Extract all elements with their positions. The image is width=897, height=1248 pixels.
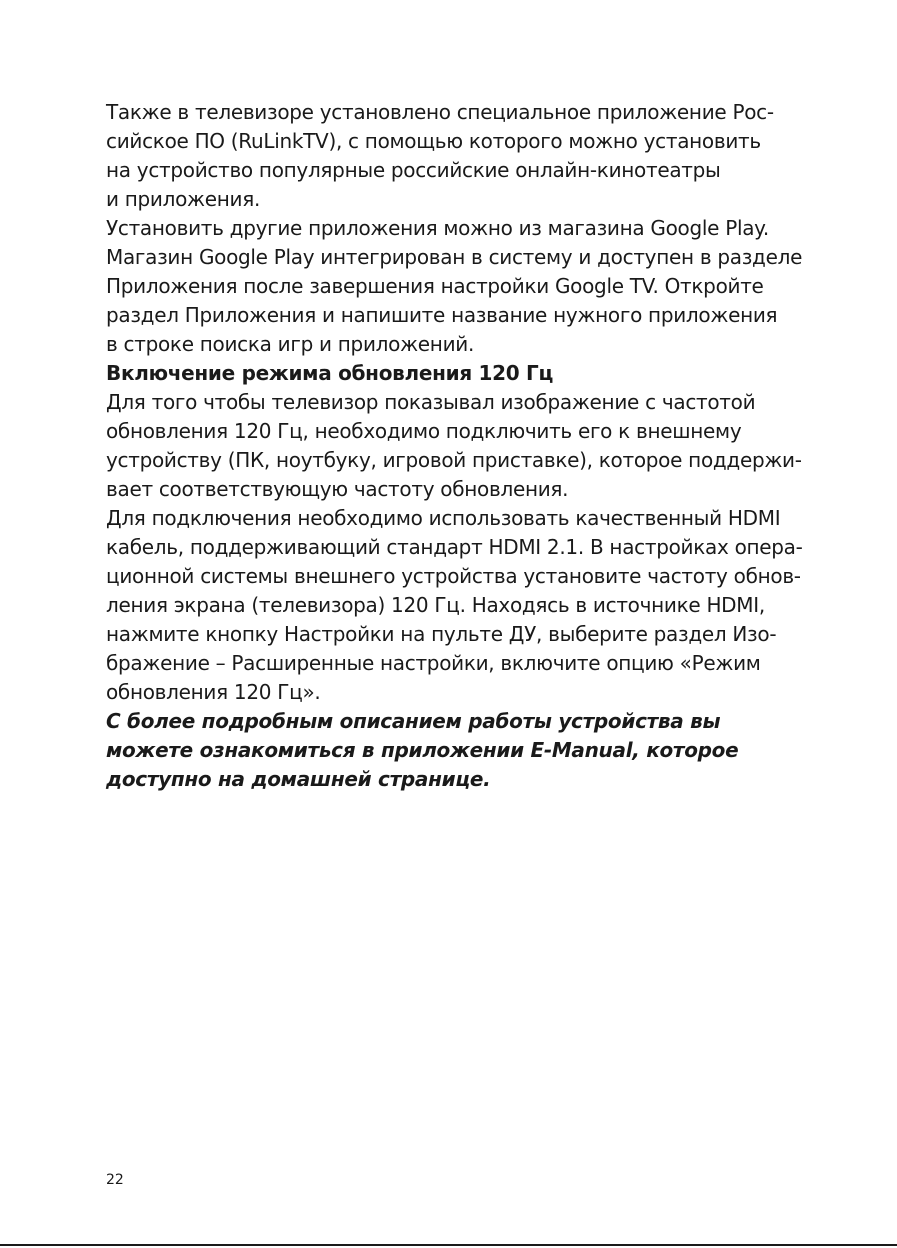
text-line: Для подключения необходимо использовать качественный HDMI [106, 506, 781, 530]
text-line: ционной системы внешнего устройства установите частоту обнов- [106, 564, 801, 588]
text-line: на устройство популярные российские онлайн-кинотеатры [106, 158, 721, 182]
text-line: обновления 120 Гц». [106, 680, 321, 704]
text-line: Установить другие приложения можно из магазина Google Play. [106, 216, 769, 240]
paragraph-120hz-intro [106, 388, 806, 504]
section-heading: Включение режима обновления 120 Гц [106, 361, 554, 385]
emanual-note [106, 707, 806, 794]
text-line: нажмите кнопку Настройки на пульте ДУ, выберите раздел Изо- [106, 622, 777, 646]
text-line: С более подробным описанием работы устройства вы [106, 709, 721, 733]
paragraph-rulinktv [106, 98, 806, 214]
text-line: можете ознакомиться в приложении E-Manual, которое [106, 738, 739, 762]
text-line: сийское ПО (RuLinkTV), с помощью которого можно установить [106, 129, 761, 153]
text-line: кабель, поддерживающий стандарт HDMI 2.1. В настройках опера- [106, 535, 803, 559]
text-line: Приложения после завершения настройки Google TV. Откройте [106, 274, 764, 298]
text-line: в строке поиска игр и приложений. [106, 332, 475, 356]
text-line: доступно на домашней странице. [106, 767, 491, 791]
text-line: устройству (ПК, ноутбуку, игровой приставке), которое поддержи- [106, 448, 802, 472]
page-bottom-rule [0, 1244, 897, 1246]
text-line: ления экрана (телевизора) 120 Гц. Находясь в источнике HDMI, [106, 593, 765, 617]
page-content [106, 98, 806, 794]
text-line: и приложения. [106, 187, 261, 211]
text-line: Магазин Google Play интегрирован в систему и доступен в разделе [106, 245, 803, 269]
page-number: 22 [106, 1172, 124, 1188]
text-line: вает соответствующую частоту обновления. [106, 477, 569, 501]
text-line: Также в телевизоре установлено специальное приложение Рос- [106, 100, 774, 124]
text-line: Для того чтобы телевизор показывал изображение с частотой [106, 390, 756, 414]
paragraph-hdmi-setup [106, 504, 806, 707]
text-line: обновления 120 Гц, необходимо подключить его к внешнему [106, 419, 742, 443]
paragraph-google-play [106, 214, 806, 359]
text-line: бражение – Расширенные настройки, включите опцию «Режим [106, 651, 761, 675]
text-line: раздел Приложения и напишите название нужного приложения [106, 303, 778, 327]
